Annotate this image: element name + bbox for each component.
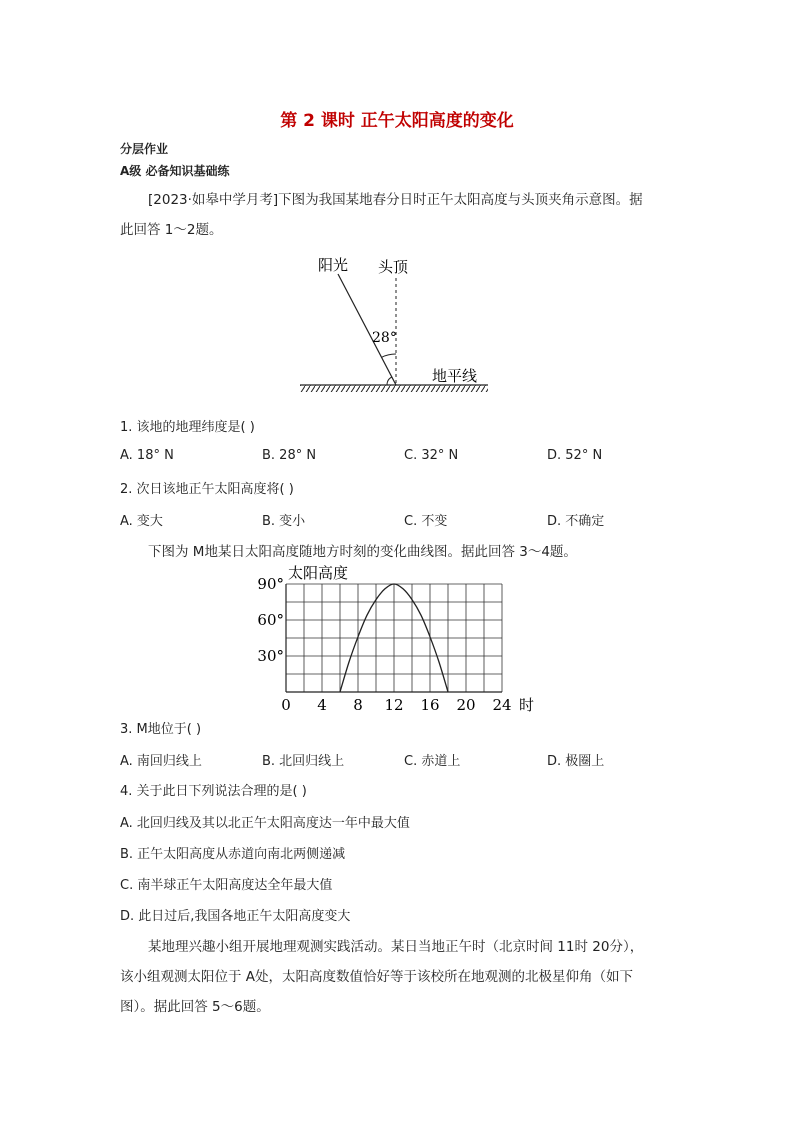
angle-arc [382, 354, 396, 357]
intro3-line3: 图）。据此回答 5～6题。 [120, 999, 270, 1015]
q4-option-c[interactable]: C. 南半球正午太阳高度达全年最大值 [120, 878, 333, 893]
ground-hatching [300, 385, 488, 392]
section-label: 分层作业 [120, 142, 169, 156]
intro1-line2: 此回答 1～2题。 [120, 222, 223, 238]
q3-stem: 3. M地位于( ) [120, 722, 202, 737]
q1-option-b[interactable]: B. 28° N [262, 448, 317, 463]
sunlight-label: 阳光 [318, 256, 349, 274]
intro1-line1: [2023·如皋中学月考]下图为我国某地春分日时正午太阳高度与头顶夹角示意图。据 [148, 192, 643, 208]
x-tick-label: 20 [456, 696, 476, 714]
q2-option-d[interactable]: D. 不确定 [547, 514, 605, 529]
q3-option-c[interactable]: C. 赤道上 [404, 754, 461, 769]
y-tick-label: 90° [257, 575, 284, 593]
q4-stem: 4. 关于此日下列说法合理的是( ) [120, 784, 307, 799]
q3-option-a[interactable]: A. 南回归线上 [120, 754, 202, 769]
q2-stem: 2. 次日该地正午太阳高度将( ) [120, 482, 294, 497]
x-tick-label: 16 [420, 696, 440, 714]
q3-option-b[interactable]: B. 北回归线上 [262, 754, 345, 769]
q1-option-a[interactable]: A. 18° N [120, 448, 174, 463]
x-tick-label: 4 [317, 696, 327, 714]
q2-option-b[interactable]: B. 变小 [262, 514, 306, 529]
q2-option-c[interactable]: C. 不变 [404, 514, 448, 529]
x-tick-label: 8 [353, 696, 363, 714]
y-tick-label: 60° [257, 611, 284, 629]
level-label: A级 必备知识基础练 [120, 164, 230, 178]
x-axis-label: 时 [519, 696, 535, 714]
sun-altitude-chart [255, 562, 545, 714]
q3-option-d[interactable]: D. 极圈上 [547, 754, 605, 769]
q4-option-a[interactable]: A. 北回归线及其以北正午太阳高度达一年中最大值 [120, 816, 410, 831]
y-tick-label: 30° [257, 647, 284, 665]
horizon-label: 地平线 [432, 367, 478, 385]
x-tick-label: 12 [384, 696, 404, 714]
q1-stem: 1. 该地的地理纬度是( ) [120, 420, 255, 435]
q4-option-d[interactable]: D. 此日过后,我国各地正午太阳高度变大 [120, 909, 351, 924]
x-tick-label: 24 [492, 696, 512, 714]
y-axis-label: 太阳高度 [288, 564, 349, 582]
zenith-label: 头顶 [378, 258, 409, 276]
page-title: 第 2 课时 正午太阳高度的变化 [280, 111, 514, 131]
sun-angle-diagram [290, 250, 500, 400]
intro3-line1: 某地理兴趣小组开展地理观测实践活动。某日当地正午时（北京时间 11时 20分）， [148, 939, 644, 955]
q1-option-d[interactable]: D. 52° N [547, 448, 603, 463]
chart-grid [286, 584, 502, 692]
q4-option-b[interactable]: B. 正午太阳高度从赤道向南北两侧递减 [120, 847, 346, 862]
q2-option-a[interactable]: A. 变大 [120, 514, 163, 529]
angle-label: 28° [372, 330, 397, 346]
x-tick-label: 0 [281, 696, 291, 714]
q1-option-c[interactable]: C. 32° N [404, 448, 459, 463]
intro3-line2: 该小组观测太阳位于 A处，太阳高度数值恰好等于该校所在地观测的北极星仰角（如下 [120, 969, 634, 985]
intro2: 下图为 M地某日太阳高度随地方时刻的变化曲线图。据此回答 3～4题。 [148, 544, 577, 560]
